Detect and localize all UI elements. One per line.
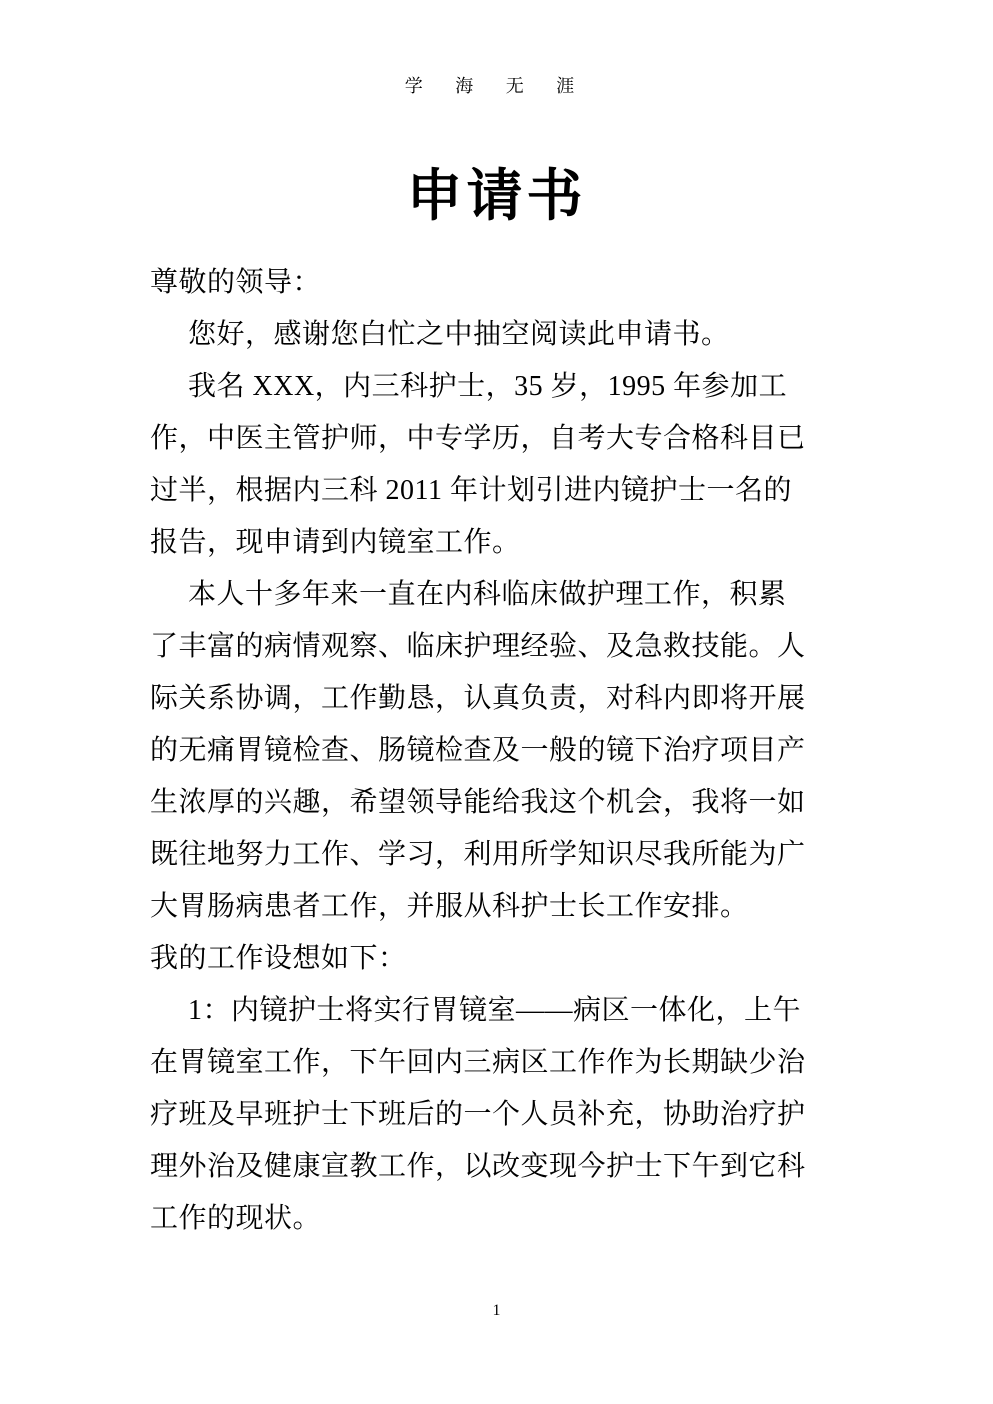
text-line: 了丰富的病情观察、临床护理经验、及急救技能。人 [150,631,806,662]
document-body [150,262,850,1250]
text-line: 既往地努力工作、学习，利用所学知识尽我所能为广 [150,839,806,870]
text-line: 过半，根据内三科 2011 年计划引进内镜护士一名的 [150,475,792,506]
text-line: 理外治及健康宣教工作，以改变现今护士下午到它科 [150,1151,806,1182]
text-line: 在胃镜室工作，下午回内三病区工作作为长期缺少治 [150,1047,806,1078]
text-line: 我名 XXX，内三科护士，35 岁，1995 年参加工 [188,371,788,402]
text-line: 作，中医主管护师，中专学历，自考大专合格科目已 [150,423,806,454]
text-line: 的无痛胃镜检查、肠镜检查及一般的镜下治疗项目产 [150,735,806,766]
text-line: 尊敬的领导： [150,267,322,298]
page-header: 学 海 无 涯 [404,76,589,96]
text-line: 1：内镜护士将实行胃镜室——病区一体化，上午 [188,995,802,1026]
text-line: 大胃肠病患者工作，并服从科护士长工作安排。 [150,891,749,922]
text-line: 您好，感谢您白忙之中抽空阅读此申请书。 [188,319,730,350]
text-line: 疗班及早班护士下班后的一个人员补充，协助治疗护 [150,1099,806,1130]
document-title: 申请书 [406,166,587,228]
text-line: 本人十多年来一直在内科临床做护理工作，积累 [188,579,787,610]
text-line: 生浓厚的兴趣，希望领导能给我这个机会，我将一如 [150,787,806,818]
text-line: 报告，现申请到内镜室工作。 [150,527,521,558]
text-line: 际关系协调，工作勤恳，认真负责，对科内即将开展 [150,683,806,714]
page-number: 1 [492,1302,501,1319]
text-line: 我的工作设想如下： [150,943,407,974]
text-line: 工作的现状。 [150,1203,322,1234]
